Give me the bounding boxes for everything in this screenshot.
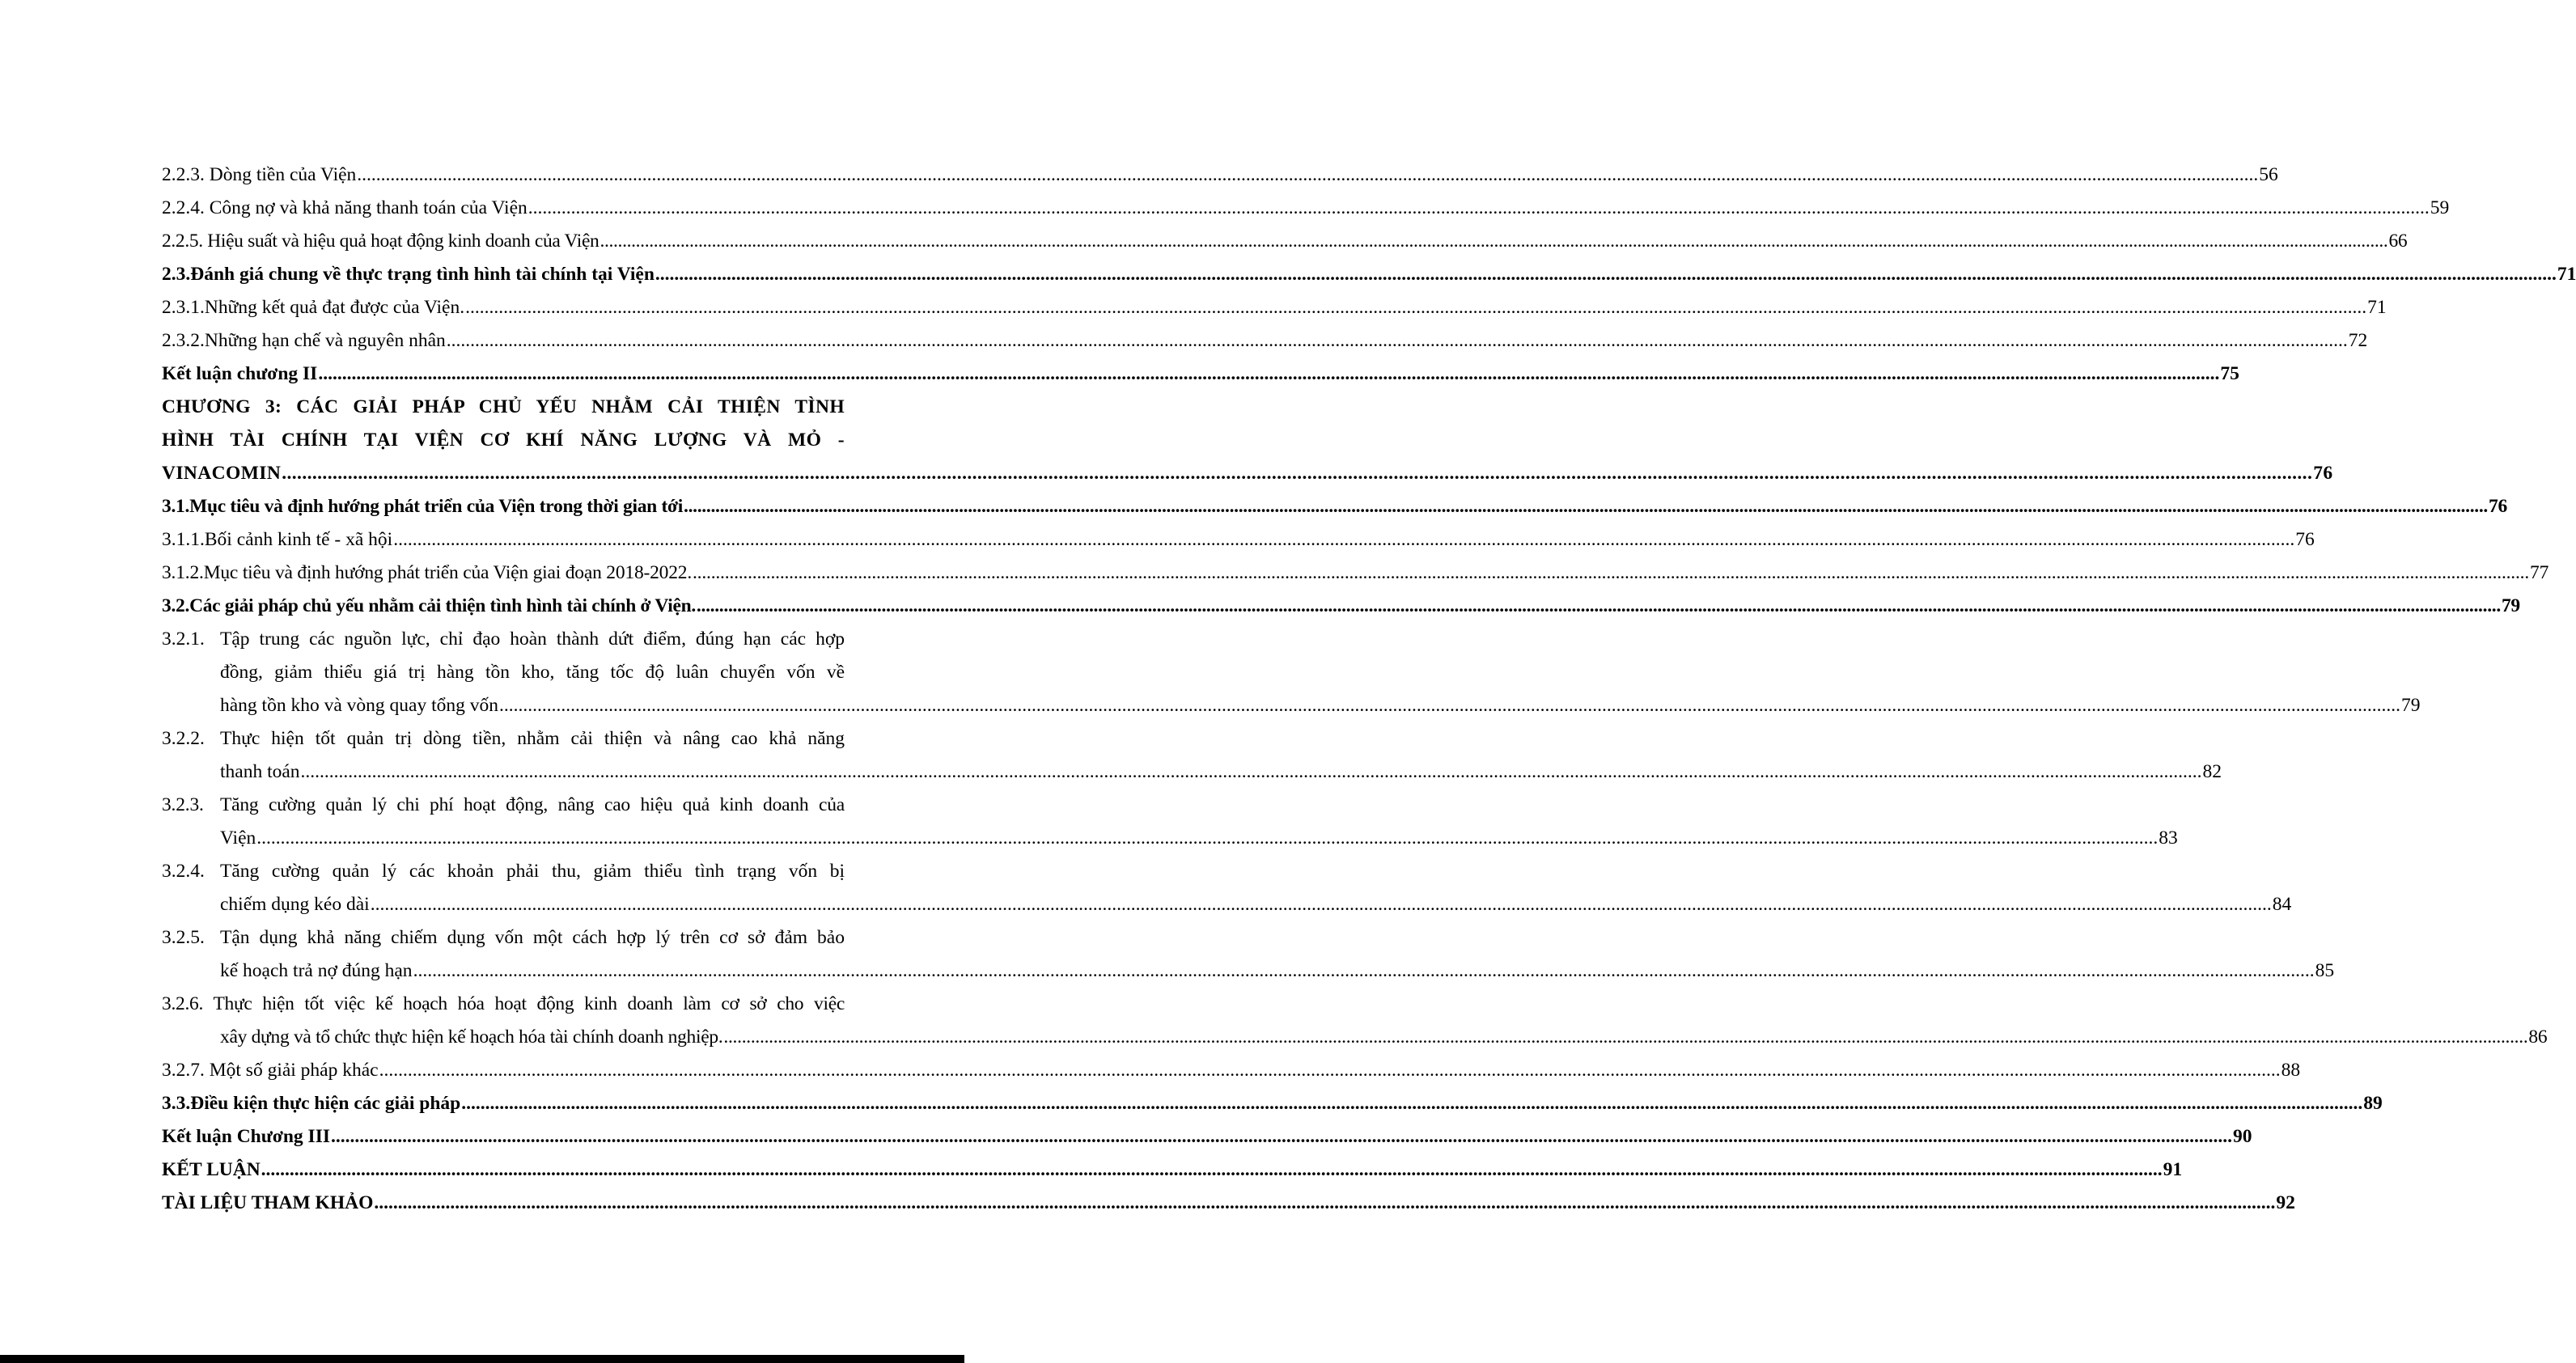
toc-entry-title-line: đồng, giảm thiểu giá trị hàng tồn kho, tăng tốc độ luân chuyển vốn về [220, 662, 845, 683]
toc-entry-ket-luan-chuong-3[interactable] [162, 1120, 2252, 1153]
dot-leader: ................................................................................................................................................................................................................................................................................................................................................................................................................ [413, 960, 2315, 981]
toc-entry-title: 3.2.7. Một số giải pháp khác [162, 1060, 379, 1081]
toc-page-number: 85 [2315, 960, 2335, 981]
toc-entry-title: Kết luận chương II [162, 363, 318, 384]
bottom-edge-bar [0, 1355, 964, 1363]
toc-section-number: 2.3. [162, 264, 191, 285]
toc-entry-title: KẾT LUẬN [162, 1159, 261, 1180]
toc-section-number: 3.1.2. [162, 562, 204, 583]
toc-page-number: 76 [2295, 529, 2315, 550]
toc-entry-title-line: Tăng cường quản lý chi phí hoạt động, nâng cao hiệu quả kinh doanh của [220, 794, 845, 815]
toc-entry-title: Kết luận Chương III [162, 1126, 330, 1147]
toc-entry-3-2[interactable] [162, 590, 2520, 623]
dot-leader: ................................................................................................................................................................................................................................................................................................................................................................................................................ [374, 1192, 2276, 1213]
dot-leader: ................................................................................................................................................................................................................................................................................................................................................................................................................ [498, 695, 2400, 716]
toc-section-number: 3.2.5. [162, 927, 205, 948]
toc-page-number: 72 [2348, 330, 2368, 351]
toc-entry-title-line: Tập trung các nguồn lực, chỉ đạo hoàn thành dứt điểm, đúng hạn các hợp [220, 629, 845, 650]
toc-entry-title: 2.2.5. Hiệu suất và hiệu quả hoạt động kinh doanh của Viện [162, 231, 600, 252]
toc-page-number: 86 [2528, 1026, 2548, 1048]
toc-entry-3-2-3[interactable] [162, 789, 2178, 855]
toc-entry-title: Bối cảnh kinh tế - xã hội [204, 529, 393, 550]
toc-page-number: 76 [2313, 463, 2333, 484]
toc-entry-title: Những kết quả đạt được của Viện. [204, 297, 465, 318]
table-of-contents [162, 159, 2576, 1220]
dot-leader: ................................................................................................................................................................................................................................................................................................................................................................................................................ [684, 496, 2489, 517]
toc-section-number: 3.2.4. [162, 861, 205, 882]
dot-leader: ................................................................................................................................................................................................................................................................................................................................................................................................................ [723, 1026, 2528, 1048]
dot-leader: ................................................................................................................................................................................................................................................................................................................................................................................................................ [446, 330, 2348, 351]
toc-entry-2-2-5[interactable] [162, 225, 2408, 258]
toc-page-number: 59 [2430, 197, 2450, 218]
toc-page-number: 89 [2363, 1093, 2383, 1114]
toc-page-number: 82 [2202, 761, 2222, 782]
dot-leader: ................................................................................................................................................................................................................................................................................................................................................................................................................ [300, 761, 2202, 782]
toc-entry-3-2-4[interactable] [162, 855, 2292, 921]
dot-leader: ................................................................................................................................................................................................................................................................................................................................................................................................................ [261, 1159, 2163, 1180]
dot-leader: ................................................................................................................................................................................................................................................................................................................................................................................................................ [527, 197, 2430, 218]
dot-leader: ................................................................................................................................................................................................................................................................................................................................................................................................................ [357, 164, 2259, 185]
toc-entry-chuong-3[interactable] [162, 391, 2333, 490]
toc-entry-title: 2.2.4. Công nợ và khả năng thanh toán của Viện [162, 197, 527, 218]
toc-entry-3-2-6[interactable] [162, 988, 2548, 1054]
toc-entry-title: Mục tiêu và định hướng phát triển của Viện giai đoạn 2018-2022. [203, 562, 692, 583]
toc-entry-title: Mục tiêu và định hướng phát triển của Viện trong thời gian tới [189, 496, 683, 517]
dot-leader: ................................................................................................................................................................................................................................................................................................................................................................................................................ [693, 562, 2530, 583]
toc-page-number: 91 [2163, 1159, 2183, 1180]
toc-page-number: 66 [2388, 231, 2408, 252]
toc-page-number: 71 [2367, 297, 2387, 318]
toc-entry-title-line: kế hoạch trả nợ đúng hạn [220, 960, 413, 981]
toc-entry-title: TÀI LIỆU THAM KHẢO [162, 1192, 374, 1213]
toc-section-number: 3.2.2. [162, 728, 205, 749]
toc-page-number: 84 [2272, 894, 2292, 915]
toc-page-number: 56 [2259, 164, 2278, 185]
toc-entry-title-line: CHƯƠNG 3: CÁC GIẢI PHÁP CHỦ YẾU NHẰM CẢI THIỆN TÌNH [162, 396, 845, 417]
toc-section-number: 3.2.1. [162, 629, 205, 650]
toc-entry-2-3-2[interactable] [162, 324, 2368, 358]
toc-entry-title: Những hạn chế và nguyên nhân [204, 330, 446, 351]
toc-entry-ket-luan[interactable] [162, 1153, 2183, 1187]
toc-entry-title: Điều kiện thực hiện các giải pháp [190, 1093, 461, 1114]
toc-entry-ket-luan-chuong-2[interactable] [162, 358, 2239, 391]
toc-entry-title-line: Viện [220, 828, 256, 849]
toc-entry-title: Đánh giá chung về thực trạng tình hình tài chính tại Viện [190, 264, 655, 285]
toc-page-number: 79 [2400, 695, 2421, 716]
toc-section-number: 2.3.1. [162, 297, 205, 318]
toc-entry-2-2-4[interactable] [162, 192, 2450, 225]
toc-entry-3-1-2[interactable] [162, 557, 2549, 590]
dot-leader: ................................................................................................................................................................................................................................................................................................................................................................................................................ [696, 595, 2501, 616]
toc-entry-title-line: Tận dụng khả năng chiếm dụng vốn một cách hợp lý trên cơ sở đảm bảo [220, 927, 845, 948]
toc-entry-3-1-1[interactable] [162, 523, 2315, 557]
toc-entry-title-line: 3.2.6. Thực hiện tốt việc kế hoạch hóa hoạt động kinh doanh làm cơ sở cho việc [162, 993, 845, 1014]
toc-entry-title-line: HÌNH TÀI CHÍNH TẠI VIỆN CƠ KHÍ NĂNG LƯỢNG VÀ MỎ - [162, 430, 845, 451]
toc-section-number: 2.3.2. [162, 330, 205, 351]
toc-entry-2-3-1[interactable] [162, 291, 2387, 324]
toc-entry-tai-lieu-tham-khao[interactable] [162, 1187, 2295, 1220]
dot-leader: ................................................................................................................................................................................................................................................................................................................................................................................................................ [379, 1060, 2281, 1081]
toc-page-number: 92 [2276, 1192, 2295, 1213]
toc-entry-3-2-2[interactable] [162, 722, 2222, 789]
toc-entry-3-2-1[interactable] [162, 623, 2421, 722]
toc-entry-title-line: xây dựng và tổ chức thực hiện kế hoạch hóa tài chính doanh nghiệp. [220, 1026, 723, 1048]
toc-page-number: 88 [2281, 1060, 2301, 1081]
toc-entry-2-2-3[interactable] [162, 159, 2278, 192]
dot-leader: ................................................................................................................................................................................................................................................................................................................................................................................................................ [393, 529, 2295, 550]
dot-leader: ................................................................................................................................................................................................................................................................................................................................................................................................................ [461, 1093, 2363, 1114]
dot-leader: ................................................................................................................................................................................................................................................................................................................................................................................................................ [465, 297, 2367, 318]
toc-entry-title: Các giải pháp chủ yếu nhằm cải thiện tình hình tài chính ở Viện. [189, 595, 696, 616]
toc-page-number: 75 [2220, 363, 2239, 384]
toc-entry-title-line: hàng tồn kho và vòng quay tổng vốn [220, 695, 498, 716]
toc-entry-title: 2.2.3. Dòng tiền của Viện [162, 164, 357, 185]
toc-page-number: 90 [2233, 1126, 2252, 1147]
toc-entry-title-line: VINACOMIN [162, 463, 282, 484]
toc-entry-title-line: chiếm dụng kéo dài [220, 894, 370, 915]
toc-page-number: 77 [2530, 562, 2549, 583]
toc-section-number: 3.1. [162, 496, 190, 517]
dot-leader: ................................................................................................................................................................................................................................................................................................................................................................................................................ [318, 363, 2220, 384]
toc-section-number: 3.3. [162, 1093, 191, 1114]
toc-page-number: 83 [2159, 828, 2178, 849]
toc-entry-title-line: Thực hiện tốt quản trị dòng tiền, nhằm cải thiện và nâng cao khả năng [220, 728, 845, 749]
toc-page-number: 71 [2557, 264, 2576, 285]
dot-leader: ................................................................................................................................................................................................................................................................................................................................................................................................................ [256, 828, 2159, 849]
toc-section-number: 3.1.1. [162, 529, 205, 550]
toc-page-number: 76 [2489, 496, 2507, 517]
dot-leader: ................................................................................................................................................................................................................................................................................................................................................................................................................ [600, 231, 2388, 252]
toc-entry-title-line: thanh toán [220, 761, 300, 782]
dot-leader: ................................................................................................................................................................................................................................................................................................................................................................................................................ [655, 264, 2557, 285]
dot-leader: ................................................................................................................................................................................................................................................................................................................................................................................................................ [331, 1126, 2232, 1147]
dot-leader: ................................................................................................................................................................................................................................................................................................................................................................................................................ [282, 463, 2313, 484]
toc-section-number: 3.2. [162, 595, 190, 616]
toc-entry-title-line: Tăng cường quản lý các khoản phải thu, giảm thiểu tình trạng vốn bị [220, 861, 845, 882]
toc-entry-2-3[interactable] [162, 258, 2576, 291]
toc-entry-3-2-5[interactable] [162, 921, 2335, 988]
toc-entry-3-1[interactable] [162, 490, 2507, 523]
toc-section-number: 3.2.3. [162, 794, 204, 815]
toc-entry-3-3[interactable] [162, 1087, 2383, 1120]
toc-entry-3-2-7[interactable] [162, 1054, 2301, 1087]
dot-leader: ................................................................................................................................................................................................................................................................................................................................................................................................................ [370, 894, 2272, 915]
toc-page-number: 79 [2501, 595, 2520, 616]
